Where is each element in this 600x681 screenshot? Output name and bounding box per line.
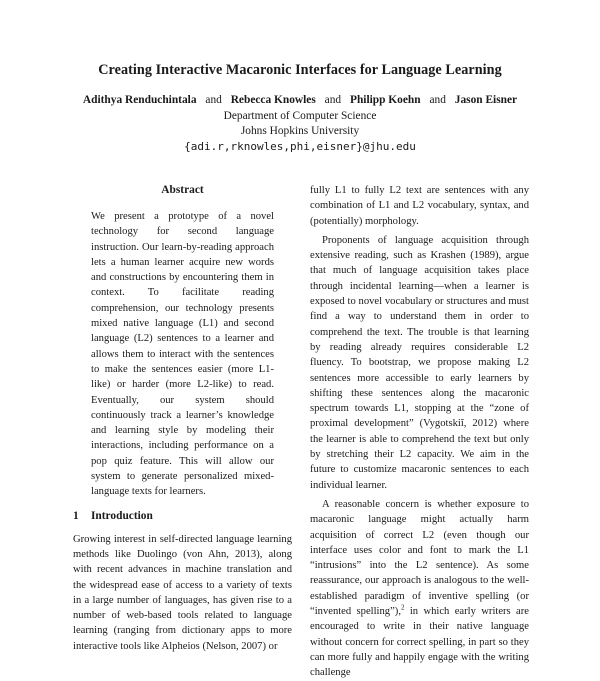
- author-separator: and: [324, 94, 342, 106]
- author-name: Rebecca Knowles: [230, 94, 316, 106]
- author-emails: {adi.r,rknowles,phi,eisner}@jhu.edu: [184, 140, 416, 153]
- paragraph-text: in which early writers are encouraged to write in their native language without concern for correct spelling, in part so they can more fully and happily engage with the writing challenge: [310, 606, 529, 679]
- body-paragraph: Proponents of language acquisition through extensive reading, such as Krashen (1989), argue that much of language acquisition takes place through incidental learning—when a learner is exposed to novel vocabulary or structures and must find a way to understand them in order to comprehend the text. The trouble is that learning by reading already requires considerable L2 fluency. To bootstrap, we propose making L2 sentences more accessible to early learners by shifting these sentences along the macaronic spectrum towards L1, stopping at the “zone of proximal development” (Vygotskiĭ, 2012) where the learner is able to comprehend the text but only by stretching their L2 capacity. We aim in the future to customize macaronic sentences to each individual learner.: [310, 234, 529, 491]
- affiliation-department: Department of Computer Science: [223, 110, 377, 122]
- right-column: [310, 183, 529, 681]
- author-separator: and: [429, 94, 446, 106]
- section-number: 1: [73, 509, 79, 522]
- author-name: Adithya Renduchintala: [82, 94, 197, 106]
- author-name: Philipp Koehn: [349, 94, 421, 106]
- abstract-heading: Abstract: [161, 184, 204, 196]
- introduction-paragraph: Growing interest in self-directed language learning methods like Duolingo (von Ahn, 2013), along with recent advances in machine translation and the widespread ease of access to a variety of texts in a large number of languages, has given rise to a number of web-based tools related to language learning (ranging from dictionary apps to more interactive tools like Alpheios (Nelson, 2007) or: [73, 533, 292, 652]
- paragraph-text: A reasonable concern is whether exposure to macaronic language might actually harm acquisition of correct L2 (even though our interface uses color and font to mark the L1 “intrusions” into the L2 sentence). As some reassurance, our approach is analogous to the well-established paradigm of inventive spelling (or “invented spelling”),: [310, 498, 529, 618]
- footnote-marker[interactable]: 2: [400, 603, 405, 612]
- paper-title: Creating Interactive Macaronic Interfaces for Language Learning: [98, 62, 502, 78]
- section-heading-introduction: [73, 509, 292, 523]
- abstract-body: We present a prototype of a novel technology for second language instruction. Our learn-by-reading approach lets a human learner acquire new words and constructions by encountering them in context. To facilitate reading comprehension, our technology presents mixed native language (L1) and second language (L2) sentences to a learner and allows them to interact with the sentences to make the sentences easier (more L1-like) or harder (more L2-like) to read. Eventually, our system should continuously track a learner’s knowledge and learning style by modeling their interactions, including performance on a pop quiz feature. This will allow our system to generate personalized mixed-language texts for learners.: [91, 211, 274, 498]
- affiliation-university: Johns Hopkins University: [240, 125, 360, 137]
- body-paragraph: [310, 497, 529, 681]
- author-line: [0, 94, 600, 106]
- section-title: Introduction: [91, 509, 153, 522]
- left-column: [73, 183, 292, 654]
- author-separator: and: [205, 94, 222, 106]
- author-name: Jason Eisner: [454, 94, 518, 106]
- continued-paragraph: fully L1 to fully L2 text are sentences with any combination of L1 and L2 vocabulary, syntax, and (potentially) morphology.: [310, 185, 529, 227]
